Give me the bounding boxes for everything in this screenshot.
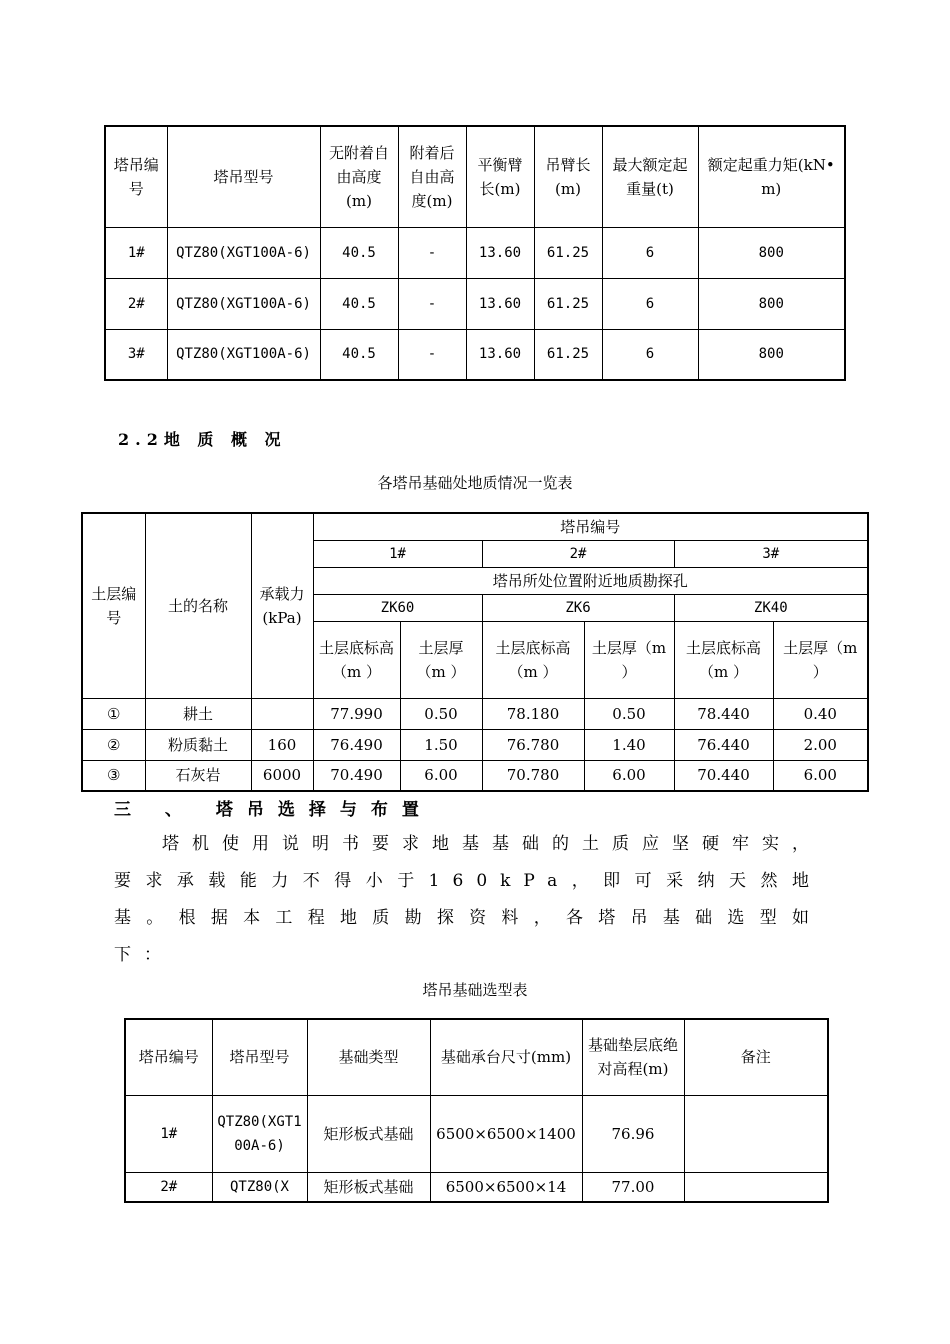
cell: 6000 (251, 760, 313, 791)
table-row (105, 227, 845, 278)
cell: 13.60 (466, 227, 534, 278)
header-cell: 土层底标高（m ） (674, 621, 773, 698)
table-caption: 塔吊基础选型表 (422, 981, 528, 999)
cell: 76.440 (674, 729, 773, 760)
cell: 70.490 (313, 760, 400, 791)
cell: 78.180 (482, 698, 584, 729)
cell: 160 (251, 729, 313, 760)
cell: 6 (602, 278, 698, 329)
cell: 6 (602, 329, 698, 380)
cell: 0.50 (400, 698, 482, 729)
table-row (125, 1172, 828, 1202)
cell: 6500×6500×1400 (430, 1095, 582, 1172)
cell: 800 (698, 227, 845, 278)
cell: 40.5 (320, 278, 398, 329)
cell: 70.780 (482, 760, 584, 791)
table-row (105, 329, 845, 380)
cell: 6.00 (400, 760, 482, 791)
cell: 1.40 (584, 729, 674, 760)
table-row (125, 1095, 828, 1172)
table-row (82, 698, 868, 729)
header-cell: 基础承台尺寸(mm) (430, 1019, 582, 1095)
header-cell: 附着后自由高度(m) (398, 126, 466, 227)
header-cell: 额定起重力矩(kN•m) (698, 126, 845, 227)
header-cell: 塔吊编号 (313, 513, 868, 540)
crane-spec-table (104, 125, 846, 381)
cell: 0.40 (773, 698, 868, 729)
table-caption: 各塔吊基础处地质情况一览表 (377, 474, 573, 492)
cell: 6500×6500×14 (430, 1172, 582, 1202)
header-cell: 土层底标高（m ） (482, 621, 584, 698)
cell: 61.25 (534, 227, 602, 278)
cell: 矩形板式基础 (307, 1172, 430, 1202)
table-header-row (105, 126, 845, 227)
cell: 76.780 (482, 729, 584, 760)
header-cell: 土层底标高（m ） (313, 621, 400, 698)
table-header-row (125, 1019, 828, 1095)
cell: QTZ80(XGT100A-6) (167, 278, 320, 329)
cell: 13.60 (466, 278, 534, 329)
cell: 0.50 (584, 698, 674, 729)
cell: 3# (105, 329, 167, 380)
cell: 70.440 (674, 760, 773, 791)
cell (684, 1172, 828, 1202)
cell: 61.25 (534, 329, 602, 380)
header-cell: 基础垫层底绝对高程(m) (582, 1019, 684, 1095)
geology-table (81, 512, 869, 792)
header-cell: 基础类型 (307, 1019, 430, 1095)
cell: QTZ80(XGT100A-6) (212, 1095, 307, 1172)
cell: 800 (698, 329, 845, 380)
header-cell: 2# (482, 540, 674, 567)
header-cell: 3# (674, 540, 868, 567)
cell: 粉质黏土 (145, 729, 251, 760)
cell: QTZ80(XGT100A-6) (167, 227, 320, 278)
cell: 1# (105, 227, 167, 278)
header-cell: 承载力(kPa) (251, 513, 313, 698)
body-paragraph (114, 826, 822, 974)
cell: 耕土 (145, 698, 251, 729)
cell (684, 1095, 828, 1172)
header-cell: 无附着自由高度(m) (320, 126, 398, 227)
header-cell: 土层厚（m ） (773, 621, 868, 698)
header-cell: ZK40 (674, 594, 868, 621)
cell: ② (82, 729, 145, 760)
cell: QTZ80(XGT100A-6) (167, 329, 320, 380)
cell: 1# (125, 1095, 212, 1172)
cell: 40.5 (320, 227, 398, 278)
cell: - (398, 329, 466, 380)
table-row (82, 729, 868, 760)
header-cell: 1# (313, 540, 482, 567)
cell: 800 (698, 278, 845, 329)
table-row (105, 278, 845, 329)
cell: 40.5 (320, 329, 398, 380)
header-cell: 塔吊型号 (212, 1019, 307, 1095)
cell: 78.440 (674, 698, 773, 729)
cell: ③ (82, 760, 145, 791)
cell: 2.00 (773, 729, 868, 760)
cell: 76.96 (582, 1095, 684, 1172)
cell: 6.00 (584, 760, 674, 791)
cell: 2# (105, 278, 167, 329)
cell: 2# (125, 1172, 212, 1202)
section-title-crane-layout: 三 、 塔吊选择与布置 (114, 800, 433, 820)
table-row (82, 760, 868, 791)
header-cell: ZK6 (482, 594, 674, 621)
cell: 矩形板式基础 (307, 1095, 430, 1172)
header-cell: 土的名称 (145, 513, 251, 698)
header-cell: 塔吊所处位置附近地质勘探孔 (313, 567, 868, 594)
cell: 1.50 (400, 729, 482, 760)
header-cell: 平衡臂长(m) (466, 126, 534, 227)
header-cell: 土层编号 (82, 513, 145, 698)
paragraph-text: 塔机使用说明书要求地基基础的土质应坚硬牢实，要求承载能力不得小于160kPa，即可采纳天然地基。根据本工程地质勘探资料，各塔吊基础选型如下： (114, 834, 822, 965)
cell (251, 698, 313, 729)
header-cell: 吊臂长(m) (534, 126, 602, 227)
section-title-geology: 2.2地 质 概 况 (118, 430, 287, 449)
cell: 77.990 (313, 698, 400, 729)
header-cell: 土层厚（m ） (400, 621, 482, 698)
cell: 77.00 (582, 1172, 684, 1202)
header-cell: 塔吊编号 (105, 126, 167, 227)
cell: - (398, 278, 466, 329)
cell: 石灰岩 (145, 760, 251, 791)
header-cell: 塔吊型号 (167, 126, 320, 227)
header-cell: 土层厚（m ） (584, 621, 674, 698)
header-cell: 塔吊编号 (125, 1019, 212, 1095)
header-row (82, 513, 868, 540)
foundation-table (124, 1018, 829, 1203)
cell: 6.00 (773, 760, 868, 791)
cell: 6 (602, 227, 698, 278)
cell: QTZ80(X (212, 1172, 307, 1202)
header-cell: 最大额定起重量(t) (602, 126, 698, 227)
cell: ① (82, 698, 145, 729)
cell: 61.25 (534, 278, 602, 329)
header-cell: 备注 (684, 1019, 828, 1095)
cell: 76.490 (313, 729, 400, 760)
cell: - (398, 227, 466, 278)
header-cell: ZK60 (313, 594, 482, 621)
cell: 13.60 (466, 329, 534, 380)
